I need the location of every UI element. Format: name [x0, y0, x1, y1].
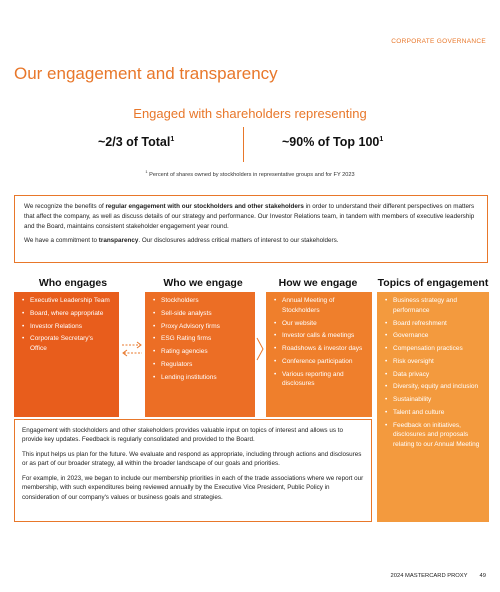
section-tag: CORPORATE GOVERNANCE — [391, 38, 486, 45]
footnote-text: Percent of shares owned by stockholders in representative groups and for FY 2023 — [147, 171, 355, 178]
list-item: • Board, where appropriate — [22, 309, 111, 319]
list-item: • Compensation practices — [385, 344, 481, 354]
how-we-engage-list — [274, 296, 364, 389]
page-number: 49 — [479, 573, 486, 579]
intro-text: in order to understand their different perspectives on matters that affect the company, as well as discuss details of our strategy and performance. Our Investor Relations team, in tandem with members of executive leadership and the Board, maintains consistent stakeholder engagement year round. — [24, 203, 475, 230]
list-item: • Corporate Secretary's Office — [22, 334, 111, 354]
intro-emphasis: transparency — [98, 237, 139, 245]
footer-document-name: 2024 MASTERCARD PROXY — [390, 573, 468, 579]
stat-top100-value: ~90% of Top 100 — [282, 135, 380, 149]
bidirectional-arrow-icon — [121, 340, 143, 358]
who-we-engage-header: Who we engage — [163, 277, 243, 289]
list-item: • Conference participation — [274, 357, 364, 367]
intro-paragraph-engagement — [24, 202, 478, 231]
topics-panel — [377, 292, 489, 522]
list-item: • Executive Leadership Team — [22, 296, 111, 306]
engaged-heading: Engaged with shareholders representing — [133, 106, 367, 121]
feedback-paragraph: This input helps us plan for the future. We evaluate and respond as appropriate, including through actions and disclosures or as part of our broader strategy, all within the broader landscape of our goals and priorities. — [22, 450, 362, 468]
footnote — [0, 169, 500, 178]
topics-header: Topics of engagement — [377, 277, 489, 289]
intro-emphasis: regular engagement with our stockholders and other stakeholders — [105, 203, 304, 210]
stat-total-footnote-marker: 1 — [170, 135, 175, 143]
list-item: • Risk oversight — [385, 357, 481, 367]
who-engages-panel — [14, 292, 119, 417]
who-engages-list — [22, 296, 111, 354]
list-item: • Governance — [385, 331, 481, 341]
intro-box — [14, 195, 488, 263]
intro-text: We recognize the benefits of — [24, 203, 106, 210]
footnote-marker: 1 — [145, 169, 148, 174]
stat-total-value: ~2/3 of Total — [98, 135, 171, 149]
list-item: • Roadshows & investor days — [274, 344, 364, 354]
list-item: • Data privacy — [385, 370, 481, 380]
feedback-paragraph: For example, in 2023, we began to include our membership priorities in each of the trade associations where we report our membership, with such expenditures being reviewed annually by the Executive Vice President, Public Policy in consideration of our company's values or business goals and strategies. — [22, 474, 364, 501]
how-we-engage-header: How we engage — [278, 277, 358, 289]
stat-top100 — [282, 135, 383, 149]
who-we-engage-list — [153, 296, 247, 382]
page-footer — [391, 573, 486, 579]
list-item: • Investor Relations — [22, 322, 111, 332]
page-title: Our engagement and transparency — [14, 64, 278, 83]
list-item: • Diversity, equity and inclusion — [385, 382, 481, 392]
list-item: • Proxy Advisory firms — [153, 322, 247, 332]
feedback-box — [14, 419, 372, 522]
who-engages-header: Who engages — [38, 277, 108, 289]
list-item: • Investor calls & meetings — [274, 331, 364, 341]
list-item: • ESG Rating firms — [153, 334, 247, 344]
list-item: • Board refreshment — [385, 319, 481, 329]
who-we-engage-panel — [145, 292, 255, 417]
list-item: • Business strategy and performance — [385, 296, 481, 316]
list-item: • Talent and culture — [385, 408, 481, 418]
list-item: • Stockholders — [153, 296, 247, 306]
topics-list — [385, 296, 481, 450]
list-item: • Rating agencies — [153, 347, 247, 357]
intro-paragraph-transparency — [24, 236, 478, 246]
list-item: • Sustainability — [385, 395, 481, 405]
list-item: • Sell-side analysts — [153, 309, 247, 319]
list-item: • Lending institutions — [153, 373, 247, 383]
list-item: • Annual Meeting of Stockholders — [274, 296, 364, 316]
intro-text: We have a commitment to — [24, 237, 99, 245]
stat-top100-footnote-marker: 1 — [379, 135, 384, 143]
list-item: • Our website — [274, 319, 364, 329]
intro-text: . Our disclosures address critical matters of interest to our stakeholders. — [138, 237, 339, 245]
list-item: • Regulators — [153, 360, 247, 370]
feedback-paragraph: Engagement with stockholders and other stakeholders provides valuable input on topics of interest and allows us to provide key updates. Feedback is regularly consolidated and provided to the Board. — [22, 427, 343, 444]
how-we-engage-panel — [266, 292, 372, 417]
stat-total — [98, 135, 174, 149]
list-item: • Feedback on initiatives, disclosures and proposals relating to our Annual Meeting — [385, 421, 481, 450]
chevron-right-icon — [255, 336, 265, 362]
stat-divider — [243, 127, 244, 162]
list-item: • Various reporting and disclosures — [274, 370, 364, 390]
